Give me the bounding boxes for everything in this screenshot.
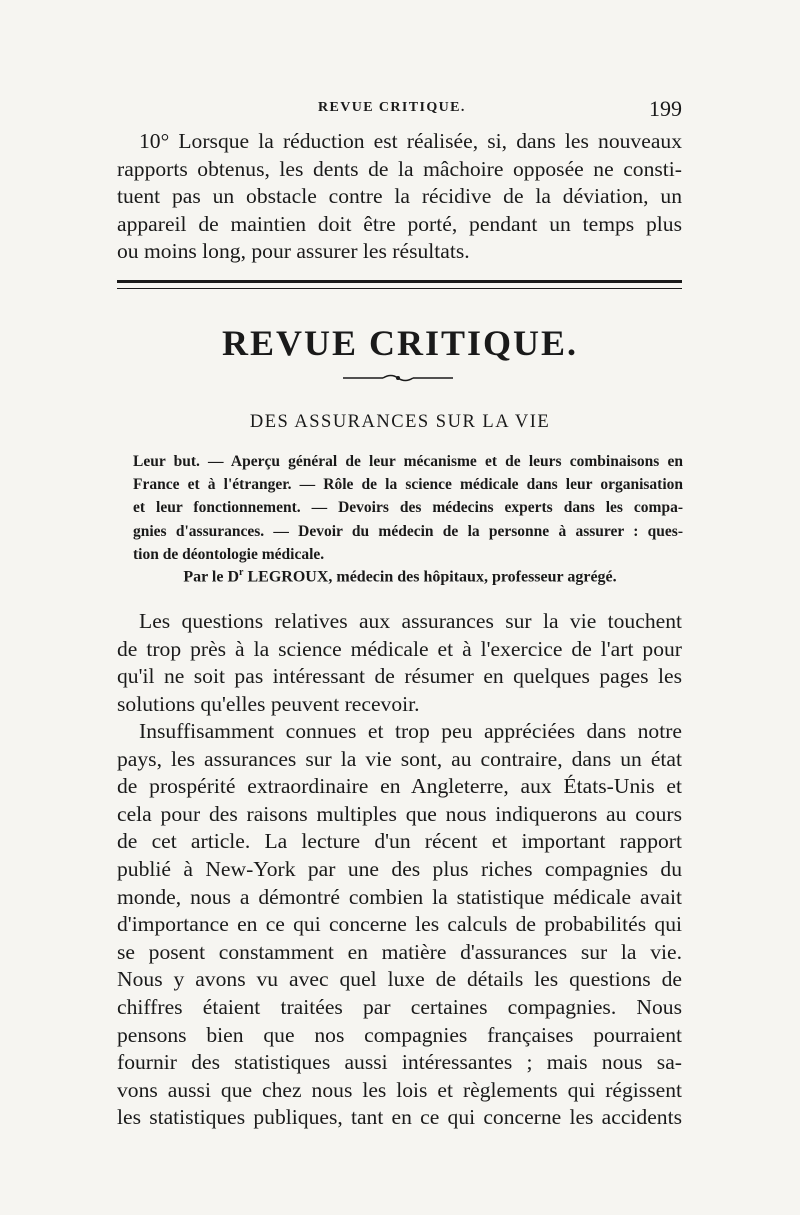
section-rule-thick [117, 280, 682, 283]
section-title: REVUE CRITIQUE. [221, 323, 579, 363]
text-line: de prospérité extraordinaire en Angleterre, aux États-Unis et [117, 774, 682, 799]
text-line: se posent constamment en matière d'assurances sur la vie. [117, 939, 682, 964]
article-summary [133, 450, 683, 566]
text-line: solutions qu'elles peuvent recevoir. [117, 691, 420, 716]
text-line: pays, les assurances sur la vie sont, au contraire, dans un état [117, 746, 682, 771]
text-line: de cet article. La lecture d'un récent et important rapport [117, 829, 682, 854]
text-line: publié à New-York par une des plus riches compagnies du [117, 856, 682, 881]
text-line: 10° Lorsque la réduction est réalisée, si, dans les nouveaux [139, 129, 682, 153]
page-number: 199 [649, 96, 682, 121]
article-title: DES ASSURANCES SUR LA VIE [249, 412, 551, 432]
summary-line: tion de déontologie médicale. [133, 545, 325, 563]
byline-prefix: Par le D [183, 568, 240, 586]
text-line: fournir des statistiques aussi intéressantes ; mais nous sa- [117, 1050, 682, 1075]
text-line: monde, nous a démontré combien la statistique médicale avait [117, 884, 682, 909]
summary-line: gnies d'assurances. — Devoir du médecin de la personne à assurer : ques- [133, 522, 683, 540]
text-line: d'importance en ce qui concerne les calculs de probabilités qui [117, 912, 682, 937]
running-head [0, 96, 800, 121]
text-line: Nous y avons vu avec quel luxe de détails les questions de [117, 967, 682, 992]
ornament-divider [343, 373, 453, 383]
text-line: chiffres étaient traitées par certaines compagnies. Nous [117, 994, 682, 1019]
text-line: tuent pas un obstacle contre la récidive de la déviation, un [117, 184, 682, 209]
author-byline [0, 567, 800, 586]
byline-rest: LEGROUX, médecin des hôpitaux, professeur agrégé. [243, 568, 617, 586]
summary-line: et leur fonctionnement. — Devoirs des médecins experts dans les compa- [133, 499, 683, 517]
text-line: appareil de maintien doit être porté, pendant un temps plus [117, 211, 682, 236]
text-line: rapports obtenus, les dents de la mâchoire opposée ne consti- [117, 156, 682, 181]
text-line: cela pour des raisons multiples que nous indiquerons au cours [117, 801, 682, 826]
running-head-title: REVUE CRITIQUE. [318, 100, 466, 115]
text-line: vons aussi que chez nous les lois et règlements qui régissent [117, 1077, 682, 1102]
text-line: de trop près à la science médicale et à l'exercice de l'art pour [117, 636, 682, 661]
body-paragraph-1 [117, 608, 682, 718]
text-line: Insuffisamment connues et trop peu appréciées dans notre [139, 719, 682, 743]
text-line: les statistiques publiques, tant en ce qui concerne les accidents [117, 1105, 682, 1130]
summary-line: Leur but. — Aperçu général de leur mécanisme et de leurs combinaisons en [133, 453, 683, 470]
section-rule-thin [117, 288, 682, 289]
body-paragraph-2 [117, 718, 682, 1132]
text-line: pensons bien que nos compagnies françaises pourraient [117, 1022, 682, 1047]
text-line: Les questions relatives aux assurances sur la vie touchent [139, 609, 682, 633]
text-line: qu'il ne soit pas intéressant de résumer en quelques pages les [117, 664, 682, 689]
intro-paragraph [117, 128, 682, 266]
summary-line: France et à l'étranger. — Rôle de la science médicale dans leur organisation [133, 476, 683, 494]
text-line: ou moins long, pour assurer les résultats. [117, 239, 470, 264]
byline-sup: r [239, 567, 244, 578]
